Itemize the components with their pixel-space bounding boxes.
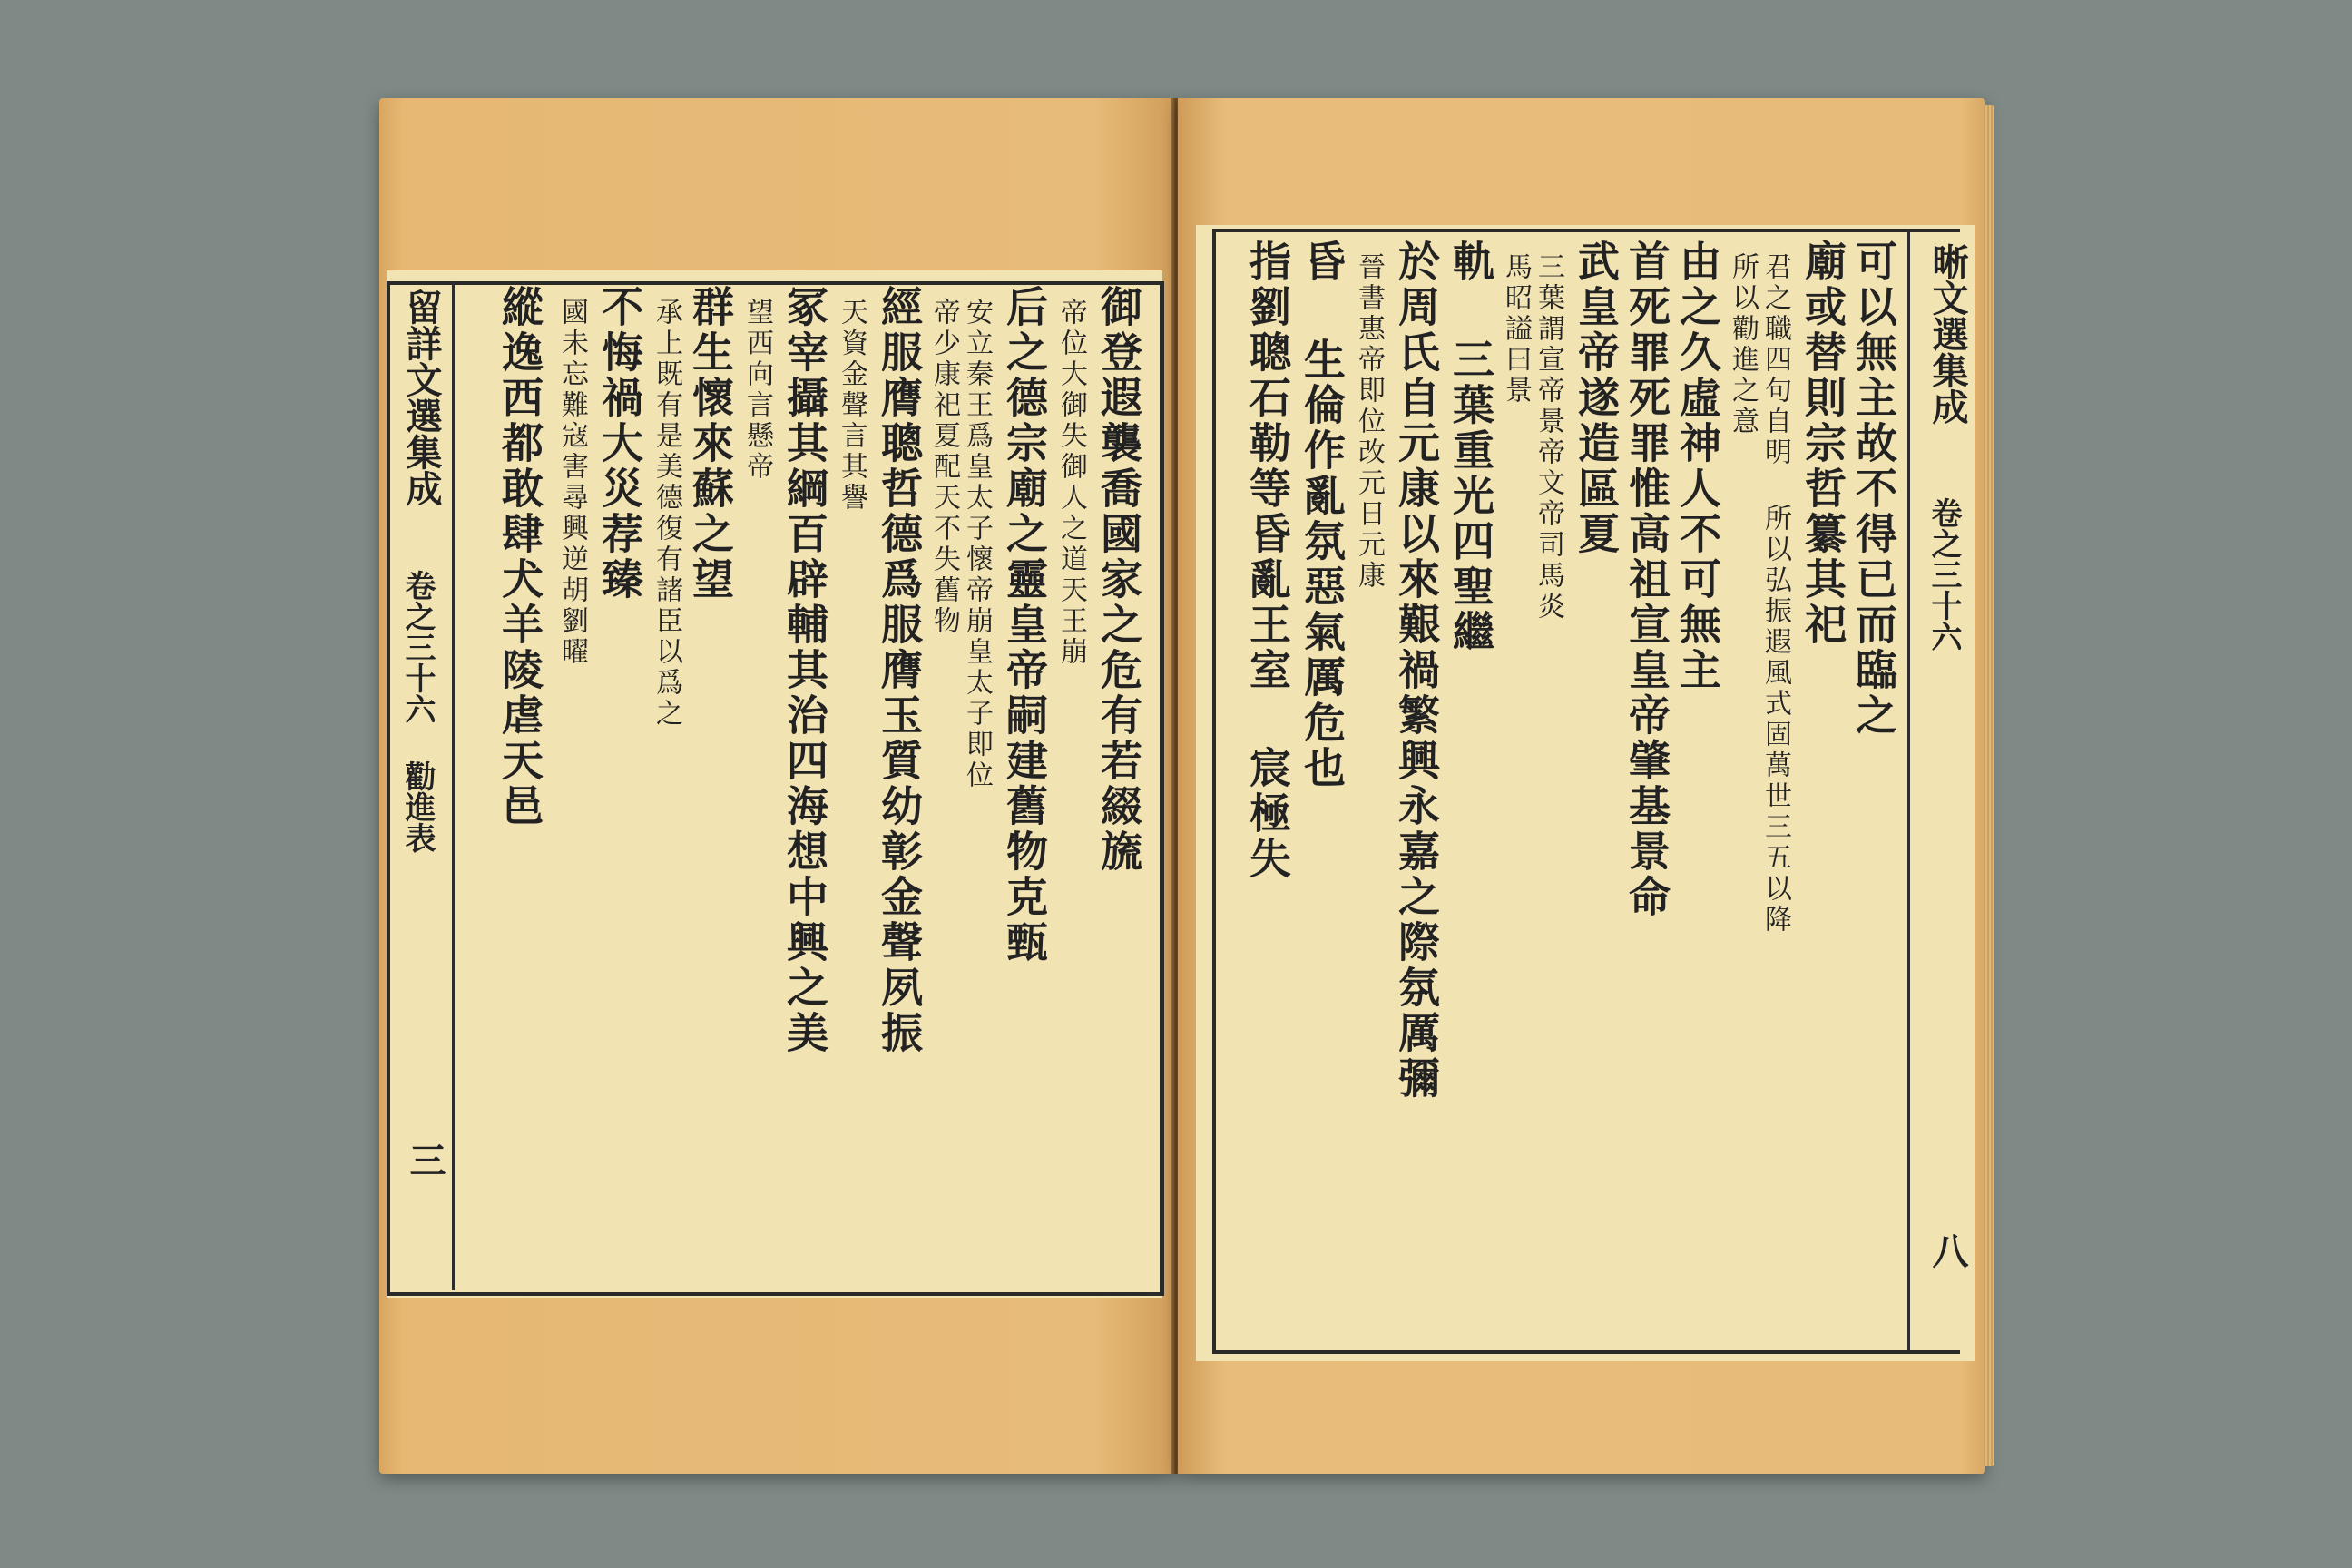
left-col-2: 帝位大御失御人之道天王崩 [1055,298,1087,668]
right-col-5: 由之久虛神人不可無主 [1673,240,1722,693]
left-col-1: 御登遐襲喬國家之危有若綴旒 [1094,285,1143,875]
right-col-12: 晉書惠帝即位改元日元康 [1353,252,1385,592]
left-col-6: 經服膺聰哲德爲服膺玉質幼彰金聲夙振 [875,285,924,1056]
right-col-11: 於周氏自元康以來艱禍繁興永嘉之際氛厲彌 [1392,240,1441,1102]
left-col-14: 縱逸西都敢肆犬羊陵虐天邑 [495,285,544,829]
left-margin-rule [452,281,455,1290]
right-col-9: 馬昭謚曰景 [1500,252,1532,407]
left-col-12: 不悔禍大災荐臻 [595,285,644,603]
right-col-7: 武皇帝遂造區夏 [1572,240,1621,557]
right-col-10: 軌 三葉重光四聖繼 [1446,240,1495,655]
right-col-4: 所以勸進之意 [1727,252,1759,437]
right-margin-rule [1907,229,1910,1350]
right-col-3: 君之職四句自明 所以弘振遐風式固萬世三五以降 [1759,252,1791,936]
right-col-1: 可以無主故不得已而臨之 [1849,240,1898,739]
left-col-9: 望西向言懸帝 [741,298,773,483]
left-margin-title: 留詳文選集成 [400,289,443,506]
left-col-8: 冢宰攝其綱百辟輔其治四海想中興之美 [780,285,829,1056]
right-col-2: 廟或替則宗哲纂其祀 [1798,240,1847,648]
left-col-10: 群生懷來蘇之望 [686,285,735,603]
left-col-13: 國未忘難寇害尋興逆胡劉曜 [556,298,588,668]
left-col-11: 承上既有是美德復有諸臣以爲之 [651,298,682,730]
right-col-6: 首死罪死罪惟高祖宣皇帝肇基景命 [1622,240,1671,920]
left-col-3: 后之德宗廟之靈皇帝嗣建舊物克甄 [1000,285,1049,965]
right-col-13: 昏 生倫作亂氛惡氣厲危也 [1298,240,1347,791]
right-margin-title: 晰文選集成 [1926,243,1969,425]
right-col-14: 指劉聰石勒等昏亂王室 宸極失 [1243,240,1292,882]
right-col-8: 三葉謂宣帝景帝文帝司馬炎 [1533,252,1564,622]
left-page [379,98,1174,1474]
right-volume-label: 卷之三十六 [1926,497,1962,652]
left-col-7: 天資金聲言其譽 [836,298,867,514]
left-folio: 三 [404,1142,446,1178]
open-book [379,98,1985,1474]
right-page [1178,98,1985,1474]
left-col-4: 安立秦王爲皇太子懷帝崩皇太子即位 [961,298,993,791]
left-volume-label: 卷之三十六 勸進表 [399,570,436,853]
left-col-5: 帝少康祀夏配天不失舊物 [928,298,960,637]
left-print-area [387,270,1162,1298]
right-folio: 八 [1926,1232,1969,1269]
page-edge [1984,105,1994,1466]
right-print-area [1196,225,1975,1361]
